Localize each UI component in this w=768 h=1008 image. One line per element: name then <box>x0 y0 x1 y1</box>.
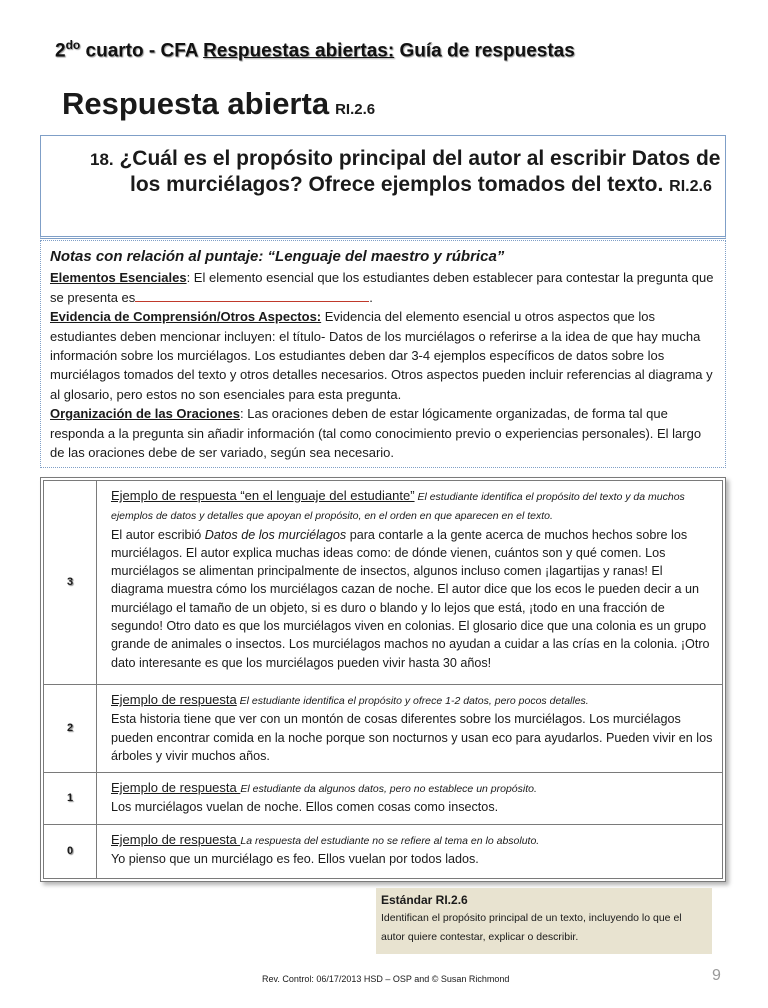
rubric-inner-table <box>43 480 723 879</box>
header-grade-suffix: do <box>65 38 81 52</box>
question-number: 18. <box>90 150 114 169</box>
organization-text: : Las oraciones deben de estar lógicamente organizadas, de forma tal que responda a la pregunta sin añadir información (tal como conocimiento previo o experiencias personales). El largo de las oraciones debe de ser variado, según sea necesario. <box>50 406 702 461</box>
organization-paragraph <box>50 404 717 462</box>
score-cell: 1 <box>44 773 97 825</box>
example-note: El estudiante da algunos datos, pero no establece un propósito. <box>240 783 537 795</box>
evidence-paragraph <box>50 307 717 404</box>
header-assessment: cuarto - CFA <box>80 40 204 62</box>
example-heading: Ejemplo de respuesta “en el lenguaje del estudiante” <box>111 488 415 503</box>
standard-description: Identifican el propósito principal de un texto, incluyendo lo que el autor quiere contestar, explicar o describir. <box>381 912 682 943</box>
question-standard-code: RI.2.6 <box>669 178 712 195</box>
score-cell: 0 <box>44 825 97 879</box>
header-underlined: Respuestas abiertas: <box>203 40 395 62</box>
example-heading: Ejemplo de respuesta <box>111 780 241 795</box>
rubric-row-3 <box>44 481 723 685</box>
answer-blank <box>135 289 369 302</box>
rubric-row-1 <box>44 773 723 825</box>
header-grade: 2 <box>55 40 66 62</box>
question-body: ¿Cuál es el propósito principal del autor al escribir Datos de los murciélagos? Ofrece ejemplos tomados del texto. <box>113 147 721 196</box>
rubric-table <box>40 477 726 882</box>
essentials-end: . <box>369 289 373 305</box>
revision-footer: Rev. Control: 06/17/2013 HSD – OSP and © Susan Richmond <box>262 974 510 984</box>
example-heading: Ejemplo de respuesta <box>111 832 241 847</box>
score-cell: 2 <box>44 685 97 773</box>
document-header <box>55 38 575 62</box>
rubric-body <box>97 481 723 685</box>
example-heading: Ejemplo de respuesta <box>111 692 237 707</box>
rubric-body <box>97 773 723 825</box>
section-standard-code: RI.2.6 <box>335 101 376 118</box>
example-note: La respuesta del estudiante no se refiere al tema en lo absoluto. <box>240 835 540 847</box>
question-box <box>40 135 726 239</box>
evidence-text: Evidencia del elemento esencial u otros aspectos que los estudiantes deben mencionar incluyen: el título- Datos de los murciélagos o referirse a la idea de que hay mucha información sobre los murciélagos. Los estudiantes deben dar 3-4 ejemplos específicos de datos sobre los murciélagos tomados del texto y otros detalles necesarios. Otros aspectos pueden incluir referencias al diagrama y al glosario, pero estos no son esenciales para esta pregunta. <box>50 309 713 402</box>
scoring-notes-heading: Notas con relación al puntaje: “Lenguaje del maestro y rúbrica” <box>50 248 505 265</box>
header-guide: Guía de respuestas <box>394 40 575 62</box>
essentials-text: : El elemento esencial que los estudiantes deben establecer para contestar la pregunta que se presenta es <box>50 270 714 305</box>
essentials-paragraph <box>50 268 717 307</box>
organization-label: Organización de las Oraciones <box>50 406 241 422</box>
rubric-body <box>97 685 723 773</box>
example-answer-start: El autor escribió <box>111 527 205 542</box>
example-answer-title: Datos de los murciélagos <box>204 527 347 542</box>
essentials-label: Elementos Esenciales <box>50 270 187 286</box>
score-cell: 3 <box>44 481 97 685</box>
rubric-row-2 <box>44 685 723 773</box>
question-text <box>90 146 730 199</box>
example-answer: Yo pienso que un murciélago es feo. Ellos vuelan por todos lados. <box>111 852 479 867</box>
rubric-body <box>97 825 723 879</box>
example-answer: Los murciélagos vuelan de noche. Ellos comen cosas como insectos. <box>111 800 499 815</box>
section-title-text: Respuesta abierta <box>62 86 330 121</box>
evidence-label: Evidencia de Comprensión/Otros Aspectos: <box>50 309 322 325</box>
rubric-row-0 <box>44 825 723 879</box>
example-answer: Esta historia tiene que ver con un montón de cosas diferentes sobre los murciélagos. Los murciélagos pueden encontrar comida en la noche porque son nocturnos y usan eco para ayudarlos. Pueden vivir en los árboles y vivir muchos años. <box>111 712 713 763</box>
example-note: El estudiante identifica el propósito y ofrece 1-2 datos, pero pocos detalles. <box>236 695 589 707</box>
example-note: El estudiante identifica el propósito del texto y da muchos ejemplos de datos y detalles que apoyan el propósito, en el orden en que aparecen en el texto. <box>111 491 685 523</box>
example-answer: para contarle a la gente acerca de muchos hechos sobre los murciélagos. El autor explica muchas ideas como: de dónde vienen, cuántos son y qué comen. Los murciélagos se alimentan principalmente de insectos, algunos incluso comen ¡lagartijas y ranas! El diagrama muestra cómo los murciélagos cazan de noche. El autor dice que los ecos le pueden decir a un murciélago el tamaño de un objeto, si es duro o blando y lo lejos que está, ¡todo en una fracción de segundo! Otro dato es que los murciélagos viven en colonias. El glosario dice que una colonia es un grupo grande de animales o insectos. Los murciélagos machos no ayudan a cuidar a las crías en la colonia. ¡Otro dato interesante es que los murciélagos pueden vivir hasta 30 años! <box>111 527 710 670</box>
scoring-notes <box>40 240 726 468</box>
standard-title: Estándar RI.2.6 <box>381 893 468 907</box>
page-number: 9 <box>712 967 721 984</box>
standard-box <box>376 888 712 954</box>
section-title <box>62 86 375 122</box>
